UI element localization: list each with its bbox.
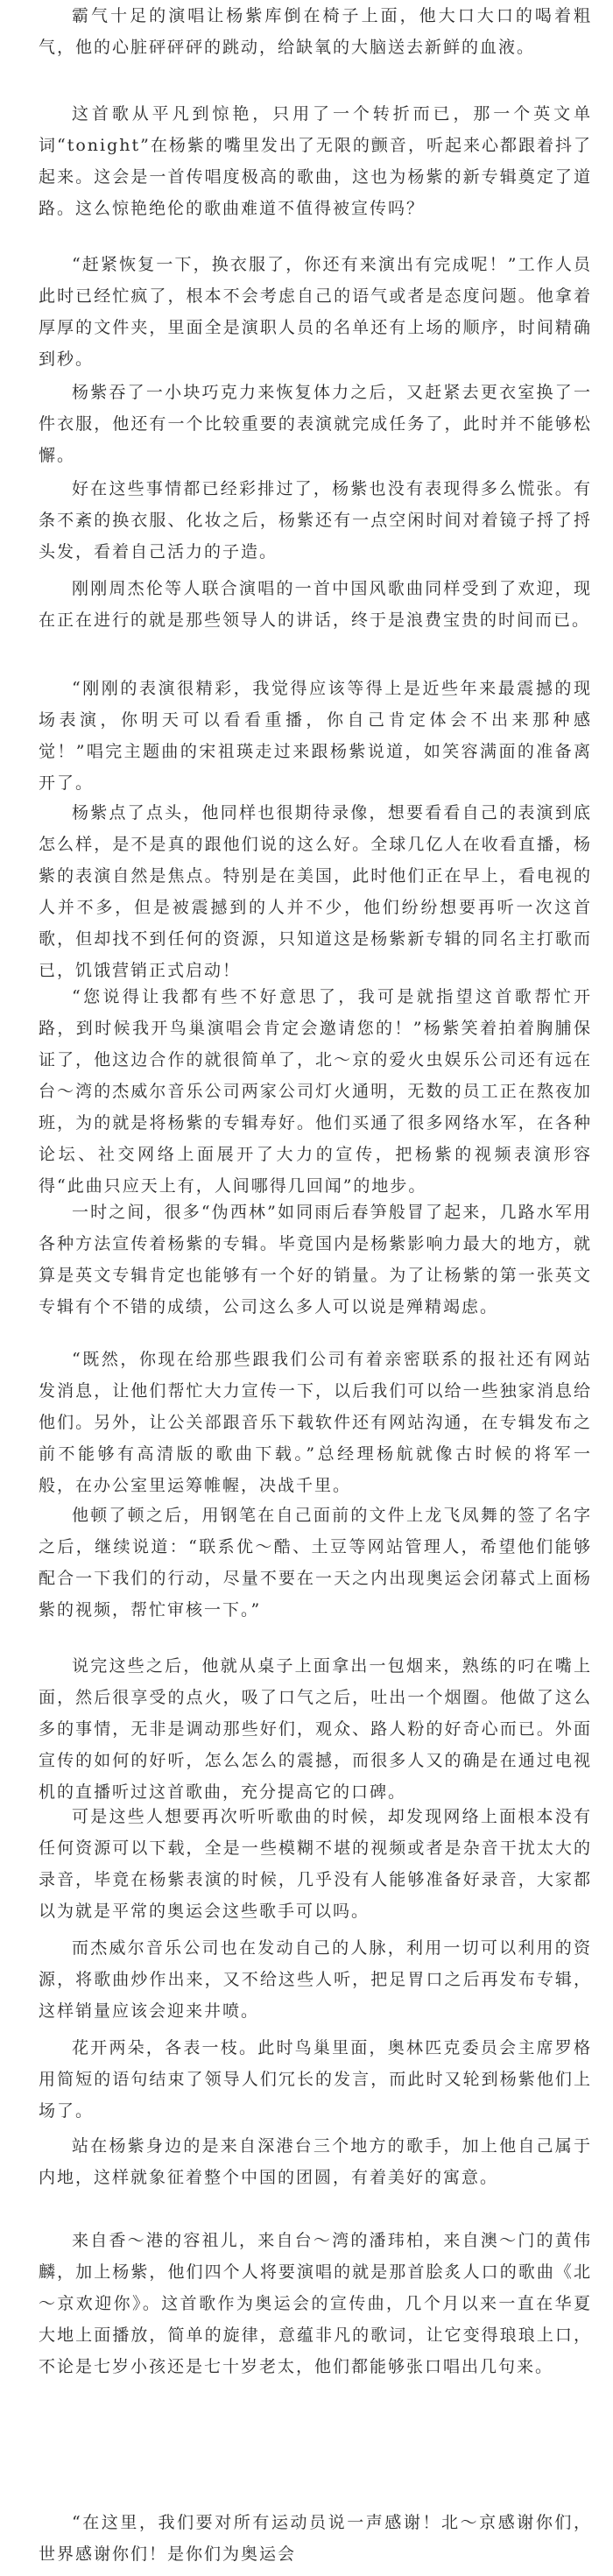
paragraph-7: “刚刚的表演很精彩，我觉得应该等得上是近些年来最震撼的现场表演，你明天可以看看重播，你自己肯定体会不出来那种感觉！”唱完主题曲的宋祖瑛走过来跟杨紫说道，如笑容满面的准备离开了。	[39, 679, 592, 793]
paragraph-10: 一时之间，很多“伪西林”如同雨后春笋般冒了起来，几路水军用各种方法宣传着杨紫的专辑。毕竟国内是杨紫影响力最大的地方，就算是英文专辑肯定也能够有一个好的销量。为了让杨紫的第一张英文专辑有个不错的成绩，公司这么多人可以说是殚精竭虑。	[39, 1203, 592, 1316]
paragraph-3: “赶紧恢复一下，换衣服了，你还有来演出有完成呢！”工作人员此时已经忙疯了，根本不会考虑自己的语气或者是态度问题。他拿着厚厚的文件夹，里面全是演职人员的名单还有上场的顺序，时间精确到秒。	[39, 255, 592, 369]
paragraph-5: 好在这些事情都已经彩排过了，杨紫也没有表现得多么慌张。有条不紊的换衣服、化妆之后，杨紫还有一点空闲时间对着镜子捋了捋头发，看着自己活力的子造。	[39, 479, 592, 561]
paragraph-19: “在这里，我们要对所有运动员说一声感谢！北～京感谢你们，世界感谢你们！是你们为奥运会	[39, 2513, 592, 2564]
paragraph-8: 杨紫点了点头，他同样也很期待录像，想要看看自己的表演到底怎么样，是不是真的跟他们说的这么好。全球几亿人在收看直播，杨紫的表演自然是焦点。特别是在美国，此时他们正在早上，看电视的人并不多，但是被震撼到的人并不少，他们纷纷想要再听一次这首歌，但却找不到任何的资源，只知道这是杨紫新专辑的同名主打歌而已，饥饿营销正式启动！	[39, 803, 592, 980]
paragraph-2: 这首歌从平凡到惊艳，只用了一个转折而已，那一个英文单词“tonight”在杨紫的嘴里发出了无限的颤音，听起来心都跟着抖了起来。这会是一首传唱度极高的歌曲，这也为杨紫的新专辑奠定了道路。这么惊艳绝伦的歌曲难道不值得被宣传吗？	[39, 104, 592, 218]
paragraph-4: 杨紫吞了一小块巧克力来恢复体力之后，又赶紧去更衣室换了一件衣服，他还有一个比较重要的表演就完成任务了，此时并不能够松懈。	[39, 383, 592, 465]
paragraph-18: 来自香～港的容祖儿，来自台～湾的潘玮柏，来自澳～门的黄伟麟，加上杨紫，他们四个人将要演唱的就是那首脍炙人口的歌曲《北～京欢迎你》。这首歌作为奥运会的宣传曲，几个月以来一直在华夏大地上面播放，简单的旋律，意蕴非凡的歌词，让它变得琅琅上口，不论是七岁小孩还是七十岁老太，他们都能够张口唱出几句来。	[39, 2231, 592, 2376]
paragraph-13: 说完这些之后，他就从桌子上面拿出一包烟来，熟练的叼在嘴上面，然后很享受的点火，吸了口气之后，吐出一个烟圈。他做了这么多的事情，无非是调动那些好们，观众、路人粉的好奇心而已。外面宣传的如何的好听，怎么怎么的震撼，而很多人又的确是在通过电视机的直播听过这首歌曲，充分提高它的口碑。	[39, 1656, 592, 1802]
paragraph-17: 站在杨紫身边的是来自深港台三个地方的歌手，加上他自己属于内地，这样就象征着整个中国的团圆，有着美好的寓意。	[39, 2136, 592, 2187]
paragraph-6: 刚刚周杰伦等人联合演唱的一首中国风歌曲同样受到了欢迎，现在正在进行的就是那些领导人的讲话，终于是浪费宝贵的时间而已。	[39, 579, 592, 630]
paragraph-15: 而杰威尔音乐公司也在发动自己的人脉，利用一切可以利用的资源，将歌曲炒作出来，又不给这些人听，把足胃口之后再发布专辑，这样销量应该会迎来井喷。	[39, 1938, 592, 2021]
paragraph-16: 花开两朵，各表一枝。此时鸟巢里面，奥林匹克委员会主席罗格用简短的语句结束了领导人们冗长的发言，而此时又轮到杨紫他们上场了。	[39, 2038, 592, 2121]
paragraph-1: 霸气十足的演唱让杨紫库倒在椅子上面，他大口大口的喝着粗气，他的心脏砰砰砰的跳动，给缺氧的大脑送去新鲜的血液。	[39, 6, 592, 57]
paragraph-11: “既然，你现在给那些跟我们公司有着亲密联系的报社还有网站发消息，让他们帮忙大力宣传一下，以后我们可以给一些独家消息给他们。另外，让公关部跟音乐下载软件还有网站沟通，在专辑发布之前不能够有高清版的歌曲下载。”总经理杨航就像古时候的将军一般，在办公室里运筹帷幄，决战千里。	[39, 1350, 592, 1495]
paragraph-14: 可是这些人想要再次听听歌曲的时候，却发现网络上面根本没有任何资源可以下载，全是一些模糊不堪的视频或者是杂音干扰太大的录音，毕竟在杨紫表演的时候，几乎没有人能够准备好录音，大家都以为就是平常的奥运会这些歌手可以吗。	[39, 1807, 592, 1921]
paragraph-9: “您说得让我都有些不好意思了，我可是就指望这首歌帮忙开路，到时候我开鸟巢演唱会肯定会邀请您的！”杨紫笑着拍着胸脯保证了，他这边合作的就很简单了，北～京的爱火虫娱乐公司还有远在台～湾的杰威尔音乐公司两家公司灯火通明，无数的员工正在熬夜加班，为的就是将杨紫的专辑寿好。他们买通了很多网络水军，在各种论坛、社交网络上面展开了大力的宣传，把杨紫的视频表演形容得“此曲只应天上有，人间哪得几回闻”的地步。	[39, 987, 592, 1196]
paragraph-12: 他顿了顿之后，用钢笔在自己面前的文件上龙飞凤舞的签了名字之后，继续说道：“联系优～酷、土豆等网站管理人，希望他们能够配合一下我们的行动，尽量不要在一天之内出现奥运会闭幕式上面杨紫的视频，帮忙审核一下。”	[39, 1506, 592, 1620]
